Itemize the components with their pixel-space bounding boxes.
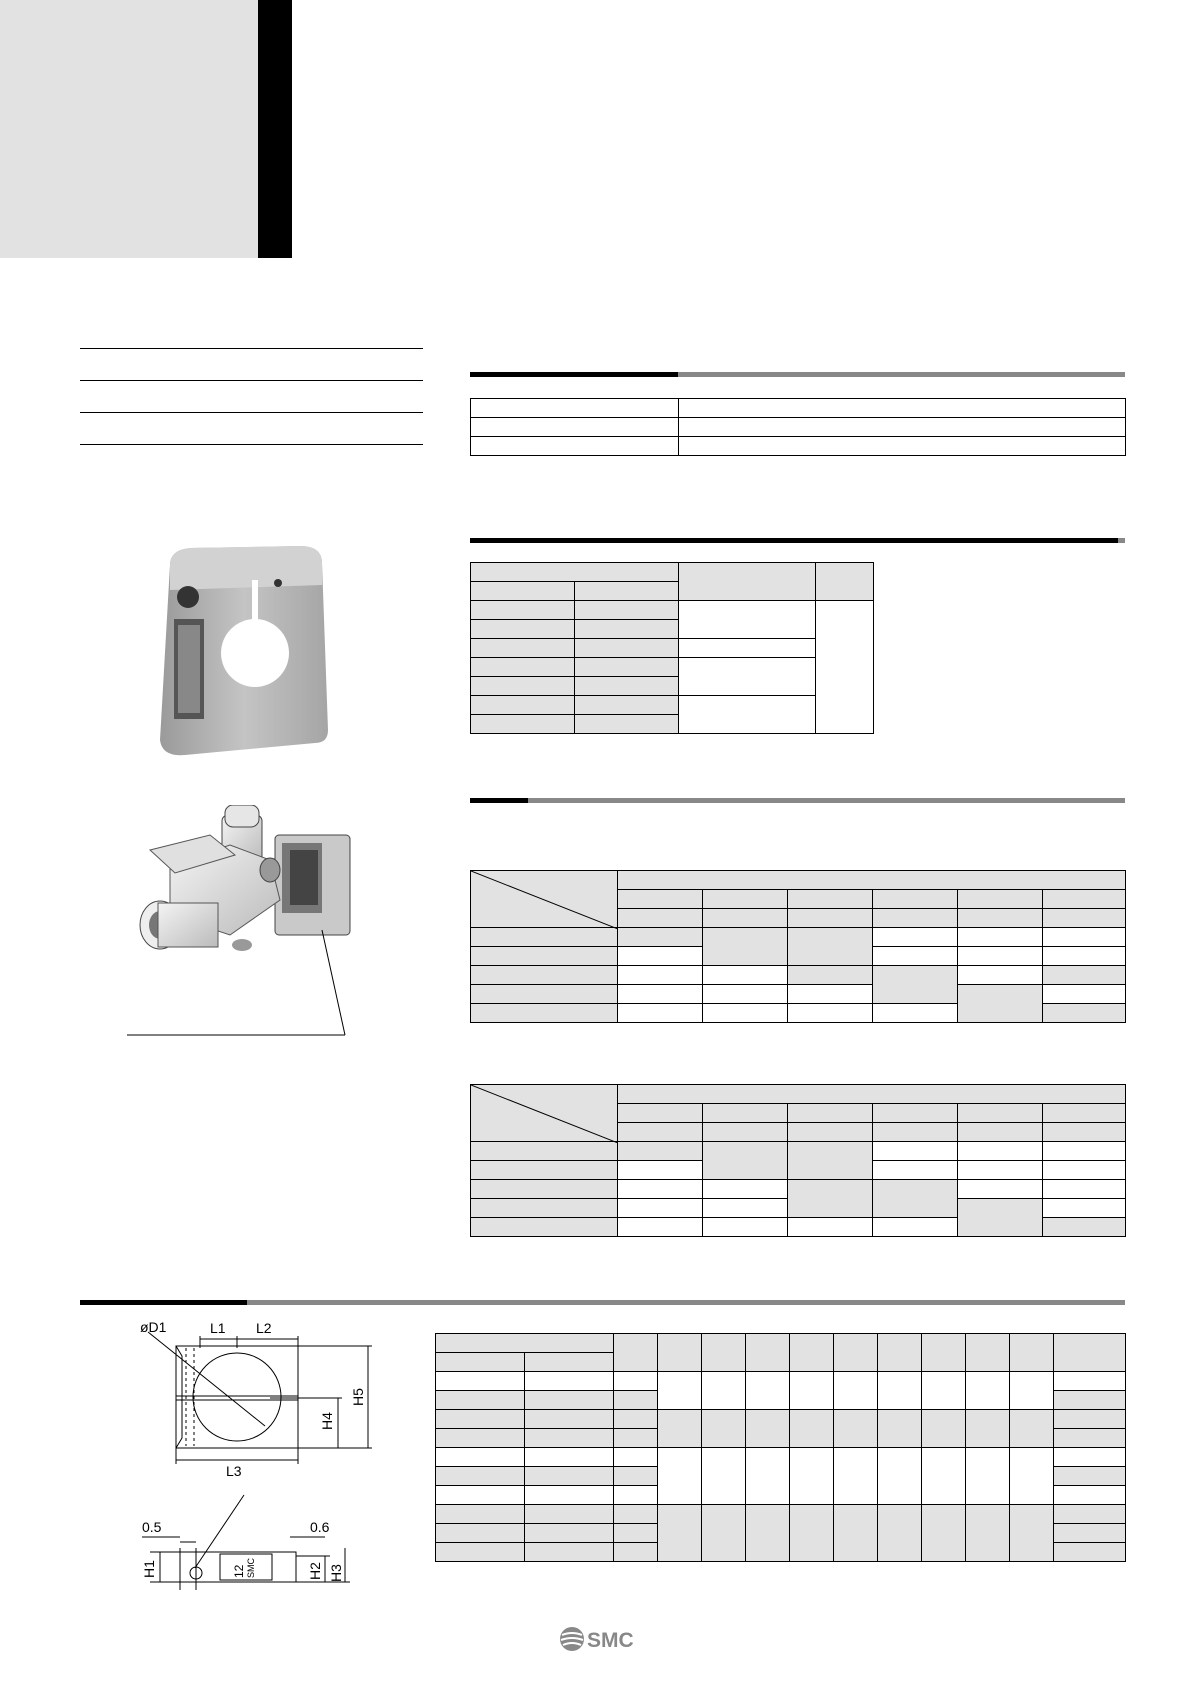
table-cell	[788, 890, 873, 909]
table-cell	[966, 1372, 1010, 1410]
table-cell	[525, 1372, 614, 1391]
table-cell	[525, 1486, 614, 1505]
table-cell	[471, 1142, 618, 1161]
table-cell	[790, 1372, 834, 1410]
table-cell	[436, 1353, 525, 1372]
table-cell	[471, 966, 618, 985]
table-cell	[790, 1410, 834, 1448]
l2-label: L2	[256, 1320, 272, 1336]
table-cell	[658, 1505, 702, 1562]
table-cell	[702, 1334, 746, 1372]
table-cell	[1043, 1004, 1126, 1023]
table-cell	[618, 1142, 703, 1161]
table-cell	[878, 1410, 922, 1448]
table-cell	[471, 563, 679, 582]
table-cell	[873, 1142, 958, 1161]
table-cell	[1054, 1372, 1126, 1391]
h4-label: H4	[319, 1412, 335, 1430]
table-cell	[703, 985, 788, 1004]
table-cell	[658, 1448, 702, 1505]
table-cell	[525, 1543, 614, 1562]
table-cell	[1043, 966, 1126, 985]
table-cell	[834, 1505, 878, 1562]
table-cell	[679, 601, 816, 639]
table-cell	[922, 1410, 966, 1448]
compat-table-1	[470, 870, 1126, 1023]
table-cell	[575, 658, 679, 677]
table-cell	[679, 437, 1126, 456]
table-cell	[618, 871, 1126, 890]
table-cell	[958, 890, 1043, 909]
table-cell	[679, 658, 816, 696]
left-rule-4	[80, 444, 423, 445]
table-cell	[658, 1372, 702, 1410]
table-cell	[1010, 1505, 1054, 1562]
table-cell	[958, 1123, 1043, 1142]
table-cell	[471, 1161, 618, 1180]
table-cell	[873, 966, 958, 1004]
table-cell	[834, 1410, 878, 1448]
table-cell	[873, 890, 958, 909]
leader-line	[125, 925, 355, 1040]
table-cell	[834, 1372, 878, 1410]
section-header-1	[470, 372, 1125, 377]
h5-label: H5	[350, 1388, 366, 1406]
table-cell	[1054, 1448, 1126, 1467]
table-cell	[679, 418, 1126, 437]
table-cell	[614, 1391, 658, 1410]
table-cell	[1043, 1199, 1126, 1218]
table-cell	[1010, 1334, 1054, 1372]
dim-left-label: 0.5	[142, 1519, 162, 1535]
table-cell	[471, 1218, 618, 1237]
table-cell	[1054, 1391, 1126, 1410]
table-cell	[958, 947, 1043, 966]
table-cell	[618, 1104, 703, 1123]
table-cell	[922, 1372, 966, 1410]
table-cell	[790, 1334, 834, 1372]
table-cell	[618, 1004, 703, 1023]
table-cell	[788, 985, 873, 1004]
table-cell	[575, 620, 679, 639]
table-cell	[679, 639, 816, 658]
table-cell	[679, 563, 816, 601]
table-cell	[878, 1334, 922, 1372]
smc-logo	[558, 1624, 640, 1654]
table-cell	[471, 1180, 618, 1199]
table-cell	[618, 928, 703, 947]
table-cell	[575, 677, 679, 696]
table-cell	[1054, 1486, 1126, 1505]
table-cell	[1010, 1448, 1054, 1505]
table-cell	[525, 1505, 614, 1524]
table-cell	[1043, 985, 1126, 1004]
table-cell	[702, 1505, 746, 1562]
table-cell	[471, 715, 575, 734]
h1-label: H1	[141, 1560, 157, 1578]
table-cell	[703, 1142, 788, 1180]
table-cell	[788, 1180, 873, 1218]
table-cell	[471, 677, 575, 696]
left-rule-1	[80, 348, 423, 349]
table-cell	[614, 1372, 658, 1391]
table-cell	[658, 1334, 702, 1372]
table-cell	[658, 1410, 702, 1448]
table-cell	[788, 1123, 873, 1142]
logo-text: SMC	[587, 1629, 634, 1652]
table-cell	[703, 1199, 788, 1218]
table-cell	[1043, 928, 1126, 947]
table-cell	[1043, 1218, 1126, 1237]
table-cell	[788, 909, 873, 928]
table-cell	[436, 1486, 525, 1505]
left-rule-2	[80, 380, 423, 381]
table-cell	[958, 928, 1043, 947]
table-cell	[471, 658, 575, 677]
table-cell	[958, 909, 1043, 928]
table-cell	[703, 928, 788, 966]
l1-label: L1	[210, 1320, 226, 1336]
table-cell	[702, 1448, 746, 1505]
compat-table-2	[470, 1084, 1126, 1237]
h2-label: H2	[307, 1562, 323, 1580]
dim-right-label: 0.6	[310, 1519, 330, 1535]
table-cell	[436, 1467, 525, 1486]
table-cell	[703, 1218, 788, 1237]
table-cell	[575, 582, 679, 601]
table-cell	[922, 1334, 966, 1372]
table-cell	[436, 1429, 525, 1448]
table-cell	[471, 947, 618, 966]
table-cell	[966, 1334, 1010, 1372]
table-cell	[873, 1180, 958, 1218]
table-cell	[1010, 1410, 1054, 1448]
table-cell	[958, 985, 1043, 1023]
table-cell	[703, 966, 788, 985]
table-cell	[471, 871, 618, 928]
table-cell	[618, 966, 703, 985]
table-cell	[1043, 1142, 1126, 1161]
table-cell	[1043, 947, 1126, 966]
corner-black-bar	[258, 0, 292, 258]
table-cell	[525, 1429, 614, 1448]
table-cell	[618, 985, 703, 1004]
table-cell	[525, 1524, 614, 1543]
table-cell	[614, 1543, 658, 1562]
table-cell	[525, 1448, 614, 1467]
corner-gray-block	[0, 0, 258, 258]
model-table	[470, 562, 874, 734]
table-cell	[471, 399, 679, 418]
table-cell	[966, 1410, 1010, 1448]
table-cell	[878, 1448, 922, 1505]
table-cell	[703, 1123, 788, 1142]
table-cell	[788, 966, 873, 985]
table-cell	[922, 1448, 966, 1505]
table-cell	[873, 928, 958, 947]
table-cell	[525, 1467, 614, 1486]
table-cell	[575, 601, 679, 620]
table-cell	[878, 1505, 922, 1562]
table-cell	[703, 909, 788, 928]
bracket-photo	[150, 545, 340, 760]
table-cell	[614, 1524, 658, 1543]
table-cell	[614, 1486, 658, 1505]
table-cell	[575, 715, 679, 734]
table-cell	[746, 1372, 790, 1410]
table-cell	[958, 1104, 1043, 1123]
section-header-4	[80, 1300, 1125, 1305]
dimension-drawing-top	[120, 1308, 420, 1478]
table-cell	[702, 1410, 746, 1448]
dimension-table	[435, 1333, 1126, 1562]
table-cell	[614, 1410, 658, 1429]
table-cell	[436, 1543, 525, 1562]
table-cell	[873, 1161, 958, 1180]
table-cell	[618, 1085, 1126, 1104]
table-cell	[878, 1372, 922, 1410]
body-marking-size: 12	[232, 1564, 246, 1578]
body-marking-brand: SMC	[246, 1558, 256, 1578]
table-cell	[1054, 1467, 1126, 1486]
table-cell	[1043, 890, 1126, 909]
table-cell	[834, 1334, 878, 1372]
table-cell	[471, 928, 618, 947]
table-cell	[575, 696, 679, 715]
section-header-3	[470, 798, 1125, 803]
table-cell	[471, 696, 575, 715]
left-rule-3	[80, 412, 423, 413]
table-cell	[1054, 1543, 1126, 1562]
table-cell	[788, 1104, 873, 1123]
table-cell	[436, 1448, 525, 1467]
table-cell	[1043, 1123, 1126, 1142]
table-cell	[618, 1161, 703, 1180]
table-cell	[958, 1142, 1043, 1161]
table-cell	[1054, 1429, 1126, 1448]
table-cell	[958, 1180, 1043, 1199]
table-cell	[1054, 1524, 1126, 1543]
table-cell	[702, 1372, 746, 1410]
table-cell	[873, 1004, 958, 1023]
table-cell	[436, 1391, 525, 1410]
table-cell	[471, 1085, 618, 1142]
table-cell	[618, 1180, 703, 1199]
spec-table	[470, 398, 1126, 456]
table-cell	[618, 909, 703, 928]
table-cell	[703, 1004, 788, 1023]
table-cell	[436, 1334, 614, 1353]
table-cell	[471, 985, 618, 1004]
table-cell	[614, 1334, 658, 1372]
table-cell	[788, 1218, 873, 1237]
table-cell	[703, 1104, 788, 1123]
table-cell	[1043, 1161, 1126, 1180]
table-cell	[746, 1334, 790, 1372]
table-cell	[703, 890, 788, 909]
table-cell	[679, 696, 816, 734]
table-cell	[746, 1448, 790, 1505]
table-cell	[436, 1524, 525, 1543]
table-cell	[816, 563, 874, 601]
table-cell	[966, 1505, 1010, 1562]
table-cell	[746, 1505, 790, 1562]
d1-label: øD1	[140, 1319, 167, 1335]
table-cell	[922, 1505, 966, 1562]
table-cell	[746, 1410, 790, 1448]
table-cell	[873, 909, 958, 928]
table-cell	[614, 1505, 658, 1524]
table-cell	[873, 1104, 958, 1123]
section-header-2	[470, 538, 1125, 543]
table-cell	[525, 1391, 614, 1410]
table-cell	[679, 399, 1126, 418]
table-cell	[834, 1448, 878, 1505]
table-cell	[788, 1004, 873, 1023]
table-cell	[1043, 1104, 1126, 1123]
table-cell	[436, 1505, 525, 1524]
table-cell	[873, 1123, 958, 1142]
dimension-drawing-side	[120, 1490, 420, 1610]
table-cell	[1010, 1372, 1054, 1410]
table-cell	[575, 639, 679, 658]
table-cell	[1054, 1410, 1126, 1429]
table-cell	[618, 1218, 703, 1237]
l3-label: L3	[226, 1463, 242, 1478]
table-cell	[471, 418, 679, 437]
table-cell	[471, 582, 575, 601]
table-cell	[873, 947, 958, 966]
table-cell	[471, 1199, 618, 1218]
table-cell	[614, 1467, 658, 1486]
table-cell	[958, 1199, 1043, 1237]
table-cell	[703, 1180, 788, 1199]
table-cell	[1054, 1505, 1126, 1524]
table-cell	[471, 1004, 618, 1023]
table-cell	[618, 1123, 703, 1142]
table-cell	[436, 1372, 525, 1391]
table-cell	[471, 639, 575, 658]
table-cell	[1043, 1180, 1126, 1199]
table-cell	[790, 1448, 834, 1505]
table-cell	[471, 601, 575, 620]
table-cell	[436, 1410, 525, 1429]
table-cell	[614, 1448, 658, 1467]
table-cell	[873, 1218, 958, 1237]
h3-label: H3	[328, 1564, 344, 1582]
table-cell	[618, 1199, 703, 1218]
table-cell	[618, 947, 703, 966]
table-cell	[790, 1505, 834, 1562]
table-cell	[788, 1142, 873, 1180]
table-cell	[788, 928, 873, 966]
table-cell	[614, 1429, 658, 1448]
table-cell	[471, 437, 679, 456]
table-cell	[525, 1410, 614, 1429]
table-cell	[958, 1161, 1043, 1180]
table-cell	[525, 1353, 614, 1372]
table-cell	[1043, 909, 1126, 928]
table-cell	[1054, 1334, 1126, 1372]
table-cell	[816, 601, 874, 734]
table-cell	[958, 966, 1043, 985]
table-cell	[966, 1448, 1010, 1505]
table-cell	[618, 890, 703, 909]
table-cell	[471, 620, 575, 639]
